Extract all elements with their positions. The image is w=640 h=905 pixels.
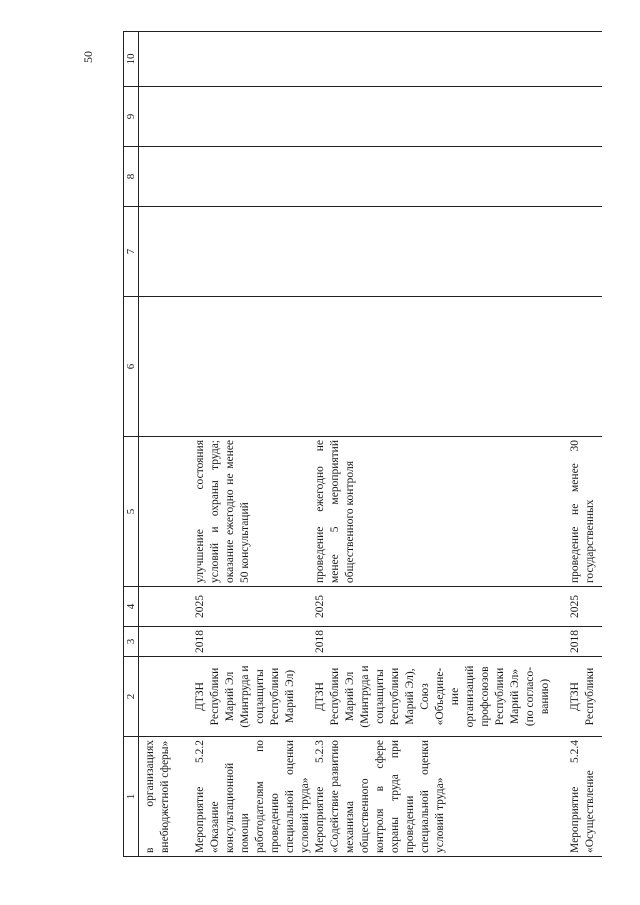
result-cell: проведение ежегодно не менее 5 мероприятий общественного контроля <box>313 437 568 587</box>
executor-cell: ДТЗН Республики Марий Эл (Минтруда и соцзащиты Республики Марий Эл), Союз «Объедине-ние организаций профсоюзов Республики Марий Эл» (по согласо-ванию) <box>313 657 568 737</box>
result-cell: улучшение состояния условий и охраны труда; оказание ежегодно не менее 50 консультаций <box>193 437 313 587</box>
measure-name-cell: Мероприятие 5.2.3 «Содействие развитию механизма общественного контроля в сфере охраны труда при проведении специальной оценки условий труда» <box>313 737 568 857</box>
column-number-row <box>124 32 139 857</box>
measure-name-cell: в организациях внебюджетной сферы» <box>139 737 193 857</box>
column-number: 6 <box>124 297 139 437</box>
table-row <box>193 32 313 857</box>
executor-cell: ДТЗН Республики Марий Эл (Минтруда и соцзащиты Республики Марий Эл) <box>193 657 313 737</box>
column-number: 9 <box>124 87 139 147</box>
column-number: 8 <box>124 147 139 207</box>
column-number: 5 <box>124 437 139 587</box>
column-number: 1 <box>124 737 139 857</box>
column-number: 4 <box>124 587 139 627</box>
column-number: 2 <box>124 657 139 737</box>
end-year-cell: 2025 <box>568 587 602 627</box>
start-year-cell: 2018 <box>313 627 568 657</box>
start-year-cell: 2018 <box>568 627 602 657</box>
executor-cell: ДТЗН Республики <box>568 657 602 737</box>
table-row <box>139 32 193 857</box>
page-number: 50 <box>81 51 95 63</box>
column-number: 7 <box>124 207 139 297</box>
result-cell: проведение не менее 30 государственных <box>568 437 602 587</box>
table-row <box>313 32 568 857</box>
start-year-cell: 2018 <box>193 627 313 657</box>
column-number: 10 <box>124 32 139 87</box>
column-number: 3 <box>124 627 139 657</box>
table-row <box>568 32 602 857</box>
measure-name-cell: Мероприятие 5.2.2 «Оказание консультационной помощи работодателям по проведению специальной оценки условий труда» <box>193 737 313 857</box>
measure-name-cell: Мероприятие 5.2.4 «Осуществление <box>568 737 602 857</box>
end-year-cell: 2025 <box>193 587 313 627</box>
program-table <box>123 31 602 857</box>
end-year-cell: 2025 <box>313 587 568 627</box>
